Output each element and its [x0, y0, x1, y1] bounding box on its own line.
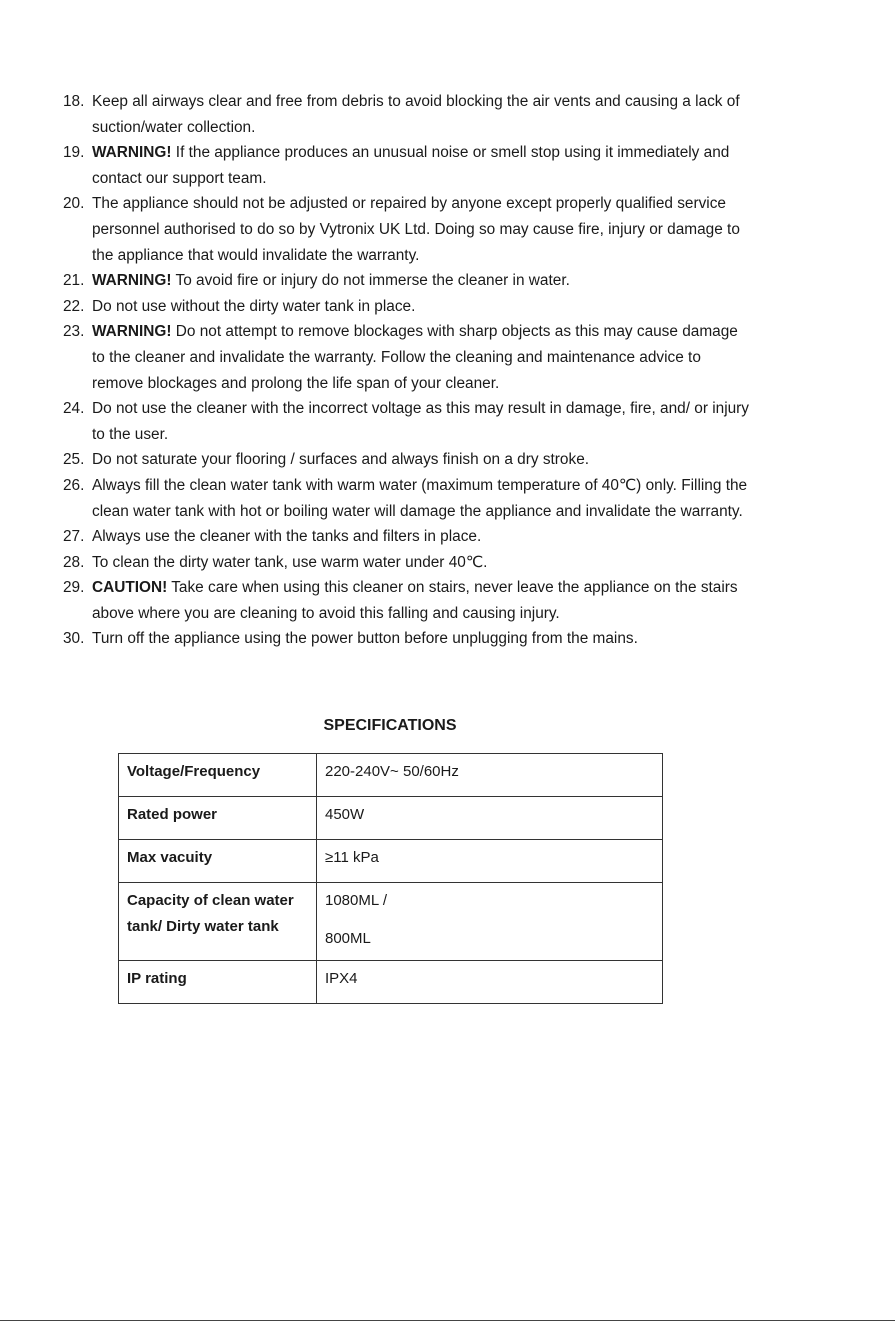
table-row: [119, 883, 663, 961]
list-item: [63, 268, 753, 294]
item-text: [92, 575, 753, 626]
list-item: [63, 524, 753, 550]
item-text: [92, 294, 753, 320]
item-number: 24.: [63, 400, 85, 418]
specifications-heading: SPECIFICATIONS: [323, 717, 457, 734]
spec-value: 220-240V~ 50/60Hz: [317, 754, 663, 797]
item-text: [92, 191, 753, 268]
item-number: 20.: [63, 195, 85, 213]
item-body: Keep all airways clear and free from debris to avoid blocking the air vents and causing a lack of suction/water collection.: [92, 93, 740, 136]
item-text: [92, 550, 753, 576]
item-body: Do not use the cleaner with the incorrect voltage as this may result in damage, fire, and/ or injury to the user.: [92, 400, 749, 443]
item-number: 28.: [63, 553, 85, 571]
list-item: [63, 575, 753, 626]
item-body: Do not use without the dirty water tank in place.: [92, 297, 416, 315]
item-number: 26.: [63, 476, 85, 494]
spec-label: Max vacuity: [119, 840, 317, 883]
instruction-list: [63, 89, 753, 652]
item-body: Turn off the appliance using the power button before unplugging from the mains.: [92, 630, 638, 648]
spec-value: 1080ML /: [325, 892, 387, 909]
spec-label: IP rating: [119, 961, 317, 1004]
item-body: Always use the cleaner with the tanks and filters in place.: [92, 528, 482, 546]
list-item: [63, 89, 753, 140]
item-number: 19.: [63, 144, 85, 162]
specifications-table: [118, 753, 663, 1004]
item-body: If the appliance produces an unusual noise or smell stop using it immediately and contact our support team.: [92, 144, 730, 187]
list-item: [63, 140, 753, 191]
item-number: 21.: [63, 272, 85, 290]
item-body: To avoid fire or injury do not immerse the cleaner in water.: [171, 272, 570, 290]
item-body: Do not attempt to remove blockages with sharp objects as this may cause damage to the cleaner and invalidate the warranty. Follow the cleaning and maintenance advice to remove blockages and prolong the life span of your cleaner.: [92, 323, 738, 392]
item-number: 27.: [63, 528, 85, 546]
item-text: [92, 319, 753, 396]
item-number: 30.: [63, 630, 85, 648]
item-number: 22.: [63, 297, 85, 315]
table-row: [119, 840, 663, 883]
item-body: The appliance should not be adjusted or repaired by anyone except properly qualified service personnel authorised to do so by Vytronix UK Ltd. Doing so may cause fire, injury or damage to the appliance that would invalidate the warranty.: [92, 195, 740, 264]
item-body: Always fill the clean water tank with warm water (maximum temperature of 40℃) only. Filling the clean water tank with hot or boiling water will damage the appliance and invalidate the warranty.: [92, 476, 748, 520]
item-lead: WARNING!: [92, 144, 172, 162]
table-row: [119, 754, 663, 797]
list-item: [63, 550, 753, 576]
item-body: To clean the dirty water tank, use warm water under 40℃.: [92, 553, 488, 571]
item-text: [92, 524, 753, 550]
item-body: Do not saturate your flooring / surfaces and always finish on a dry stroke.: [92, 451, 590, 469]
table-row: [119, 961, 663, 1004]
item-body: Take care when using this cleaner on stairs, never leave the appliance on the stairs above where you are cleaning to avoid this falling and causing injury.: [92, 579, 738, 622]
item-number: 23.: [63, 323, 85, 341]
item-number: 25.: [63, 451, 85, 469]
spec-value: ≥11 kPa: [317, 840, 663, 883]
item-text: [92, 473, 753, 524]
spec-label: Capacity of clean water tank/ Dirty water tank: [119, 883, 317, 961]
list-item: [63, 294, 753, 320]
table-row: [119, 797, 663, 840]
item-text: [92, 447, 753, 473]
list-item: [63, 473, 753, 524]
spec-value-secondary: 800ML: [325, 930, 371, 947]
list-item: [63, 191, 753, 268]
item-lead: WARNING!: [92, 323, 172, 341]
item-text: [92, 89, 753, 140]
item-number: 18.: [63, 93, 85, 110]
spec-value: IPX4: [317, 961, 663, 1004]
page-bottom-rule: [0, 1320, 895, 1321]
spec-label: Voltage/Frequency: [119, 754, 317, 797]
list-item: [63, 447, 753, 473]
item-text: [92, 140, 753, 191]
item-text: [92, 626, 753, 652]
spec-value-cell: [317, 883, 663, 961]
item-number: 29.: [63, 579, 85, 597]
spec-value: 450W: [317, 797, 663, 840]
item-text: [92, 268, 753, 294]
spec-label: Rated power: [119, 797, 317, 840]
list-item: [63, 319, 753, 396]
list-item: [63, 396, 753, 447]
item-lead: WARNING!: [92, 272, 172, 290]
item-lead: CAUTION!: [92, 579, 168, 597]
item-text: [92, 396, 753, 447]
list-item: [63, 626, 753, 652]
